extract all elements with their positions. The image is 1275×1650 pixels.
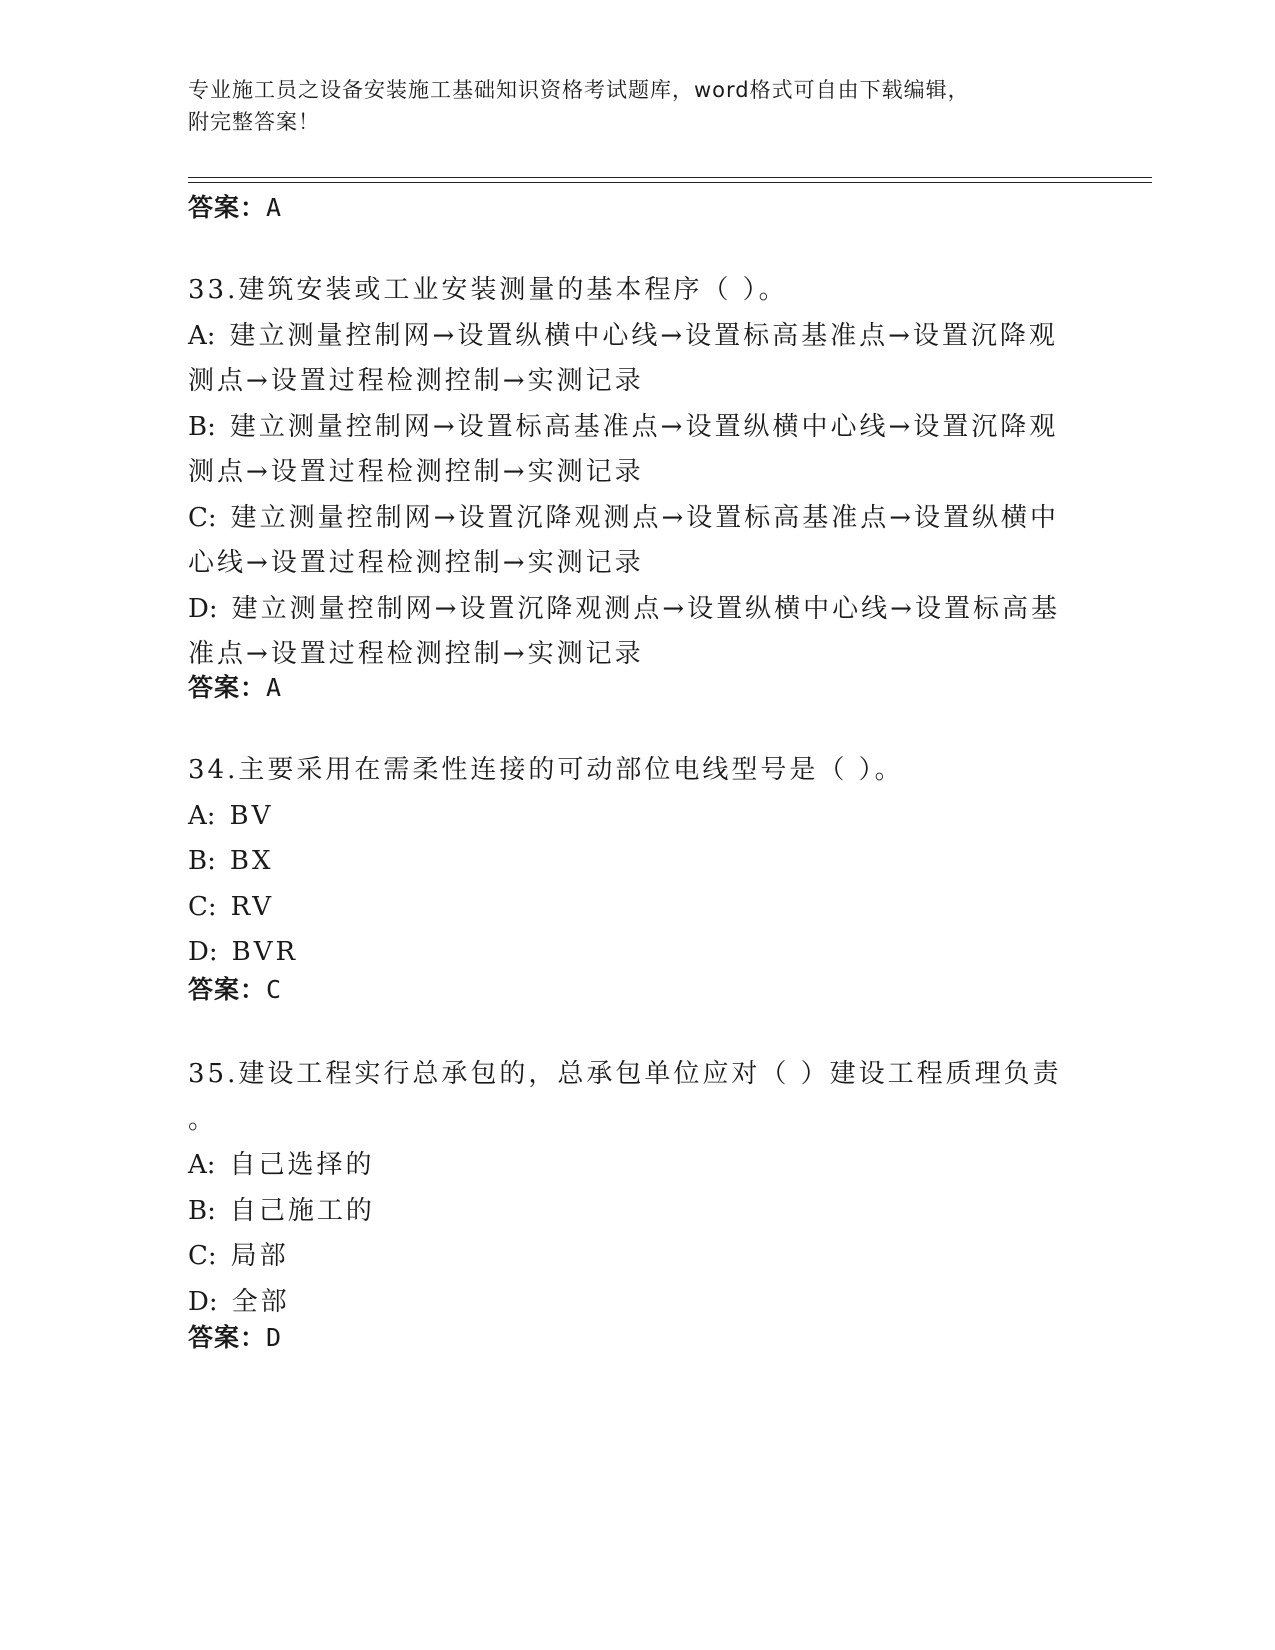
option-label: D: — [188, 1286, 218, 1317]
option-text: 局部 — [230, 1241, 289, 1271]
option-b-continued: 测点→设置过程检测控制→实测记录 — [188, 457, 644, 487]
option-text: 建立测量控制网→设置纵横中心线→设置标高基准点→设置沉降观 — [229, 320, 1058, 351]
option-text: RV — [230, 891, 275, 922]
answer-value: A — [266, 673, 283, 702]
option-a — [188, 794, 1088, 840]
option-d — [188, 930, 1088, 976]
answer-35 — [188, 1318, 282, 1354]
answer-value: A — [266, 193, 283, 222]
header-line-1: 专业施工员之设备安装施工基础知识资格考试题库，word格式可自由下载编辑， — [188, 78, 970, 102]
option-text: 建立测量控制网→设置沉降观测点→设置标高基准点→设置纵横中 — [230, 502, 1060, 533]
document-header — [188, 74, 1088, 138]
option-d — [188, 1280, 1088, 1326]
option-label: C: — [188, 1241, 217, 1271]
option-text: 建立测量控制网→设置沉降观测点→设置纵横中心线→设置标高基 — [231, 593, 1060, 624]
option-c — [188, 496, 1088, 542]
answer-prefix: 答案： — [188, 1323, 267, 1352]
question-34 — [188, 748, 1088, 976]
question-stem: 35.建设工程实行总承包的，总承包单位应对（ ）建设工程质理负责 — [188, 1059, 1062, 1089]
option-label: A: — [188, 1150, 216, 1180]
option-label: C: — [188, 891, 217, 922]
question-stem-continued: 。 — [188, 1104, 218, 1135]
option-text: 全部 — [231, 1286, 290, 1317]
option-label: B: — [188, 411, 216, 442]
option-text: 自己选择的 — [229, 1150, 375, 1180]
option-a — [188, 314, 1088, 360]
question-stem: 33.建筑安装或工业安装测量的基本程序（ ）。 — [188, 275, 788, 305]
previous-answer — [188, 188, 282, 224]
option-d-continued: 准点→设置过程检测控制→实测记录 — [188, 639, 644, 669]
answer-33 — [188, 668, 282, 704]
option-label: D: — [188, 593, 218, 624]
option-c — [188, 885, 1088, 931]
answer-34 — [188, 970, 282, 1006]
question-33 — [188, 268, 1088, 678]
question-stem: 34.主要采用在需柔性连接的可动部位电线型号是（ ）。 — [188, 755, 904, 785]
option-b — [188, 405, 1088, 451]
option-a — [188, 1143, 1088, 1189]
option-label: A: — [188, 320, 216, 351]
option-b — [188, 839, 1088, 885]
answer-prefix: 答案： — [188, 975, 267, 1004]
option-b — [188, 1189, 1088, 1235]
header-divider-top — [188, 177, 1152, 178]
option-text: 建立测量控制网→设置标高基准点→设置纵横中心线→设置沉降观 — [229, 411, 1059, 442]
option-label: A: — [188, 800, 216, 831]
option-d — [188, 587, 1088, 633]
option-text: BVR — [231, 937, 299, 967]
option-label: D: — [188, 937, 218, 967]
option-label: B: — [188, 846, 216, 876]
answer-value: C — [266, 975, 283, 1004]
header-line-2: 附完整答案！ — [188, 110, 320, 134]
option-c-continued: 心线→设置过程检测控制→实测记录 — [188, 548, 644, 578]
option-c — [188, 1234, 1088, 1280]
option-label: C: — [188, 502, 217, 533]
option-label: B: — [188, 1195, 216, 1226]
option-text: 自己施工的 — [229, 1195, 375, 1226]
answer-prefix: 答案： — [188, 193, 267, 222]
header-divider-bottom — [188, 182, 1152, 183]
question-35 — [188, 1052, 1088, 1325]
answer-value: D — [266, 1323, 283, 1352]
option-text: BV — [229, 800, 274, 831]
option-a-continued: 测点→设置过程检测控制→实测记录 — [188, 366, 644, 396]
answer-prefix: 答案： — [188, 673, 267, 702]
option-text: BX — [229, 846, 274, 876]
